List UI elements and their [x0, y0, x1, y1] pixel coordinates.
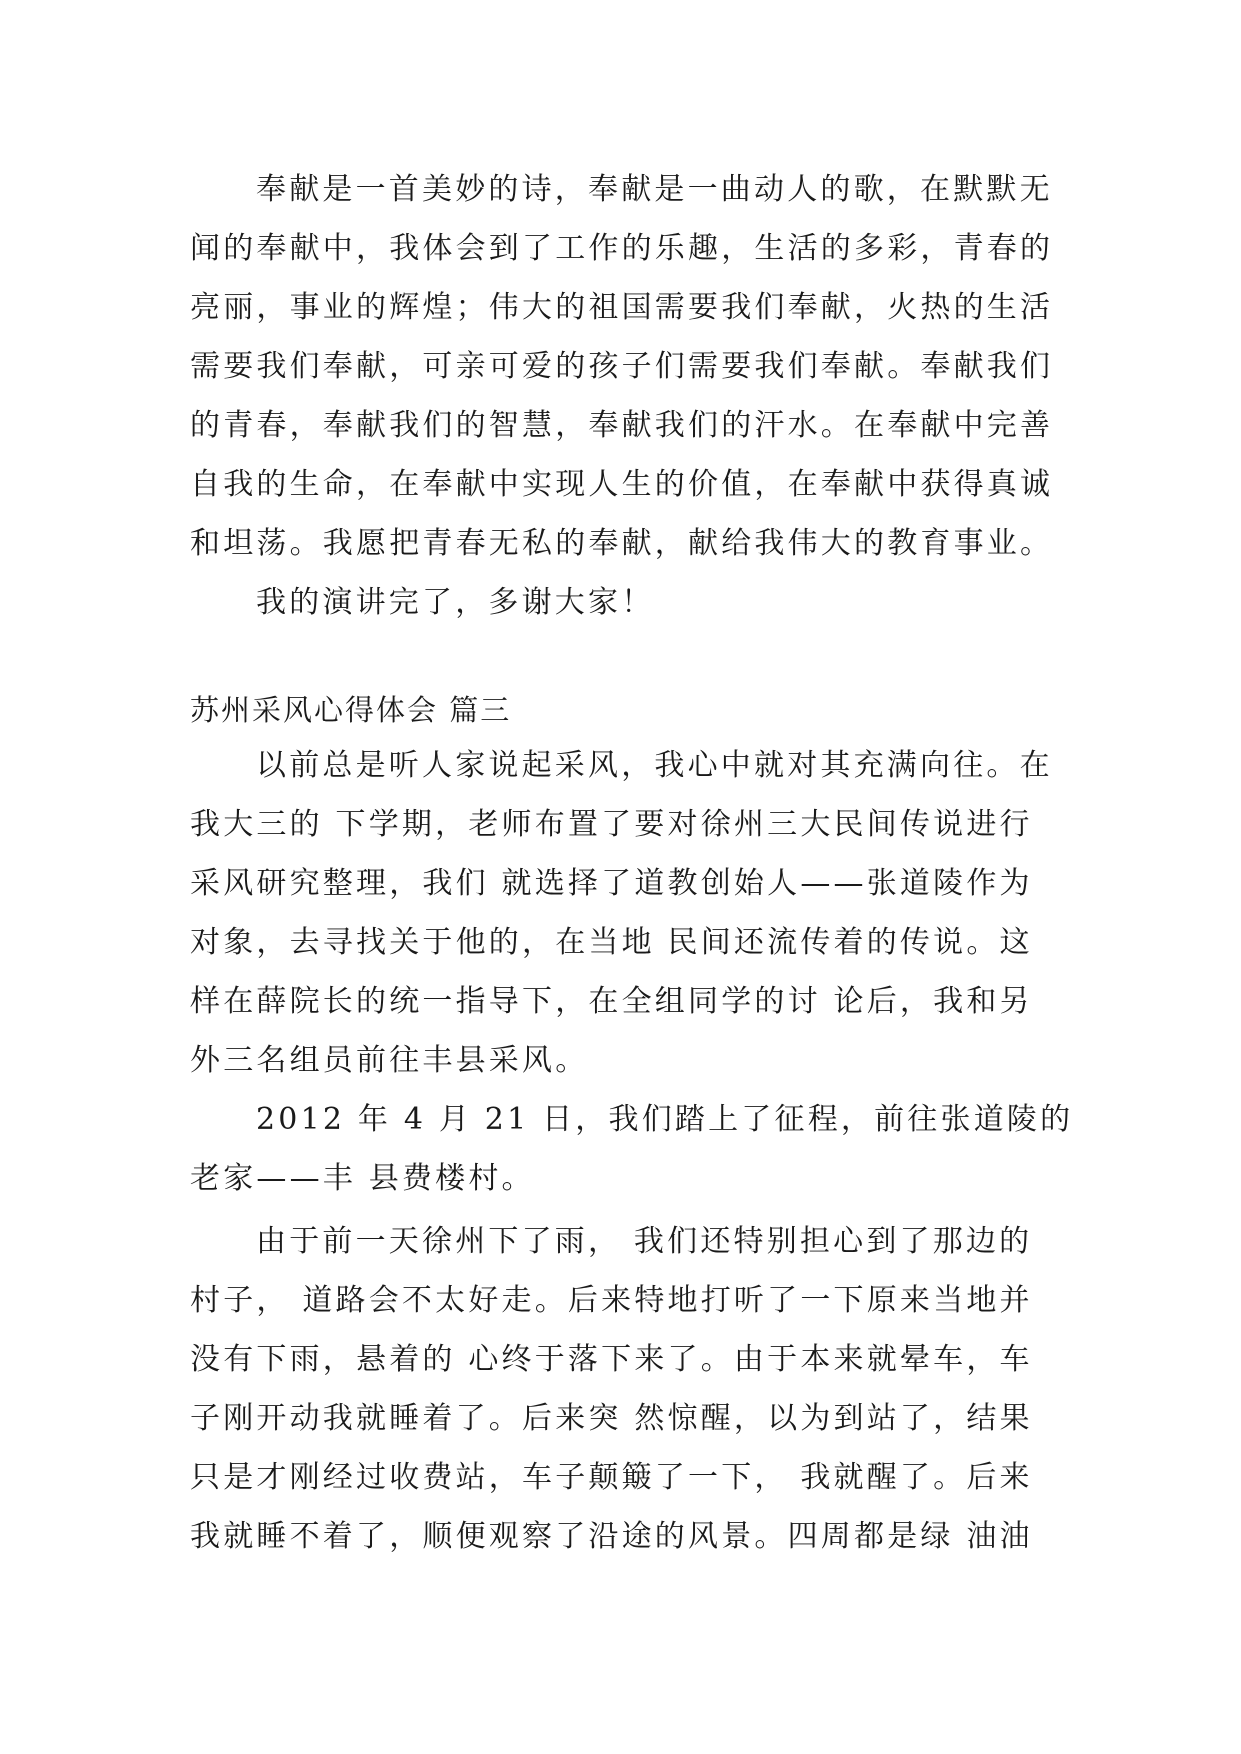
text-line: 样在薛院长的统一指导下，在全组同学的讨 论后，我和另	[190, 984, 1033, 1019]
text-line: 采风研究整理，我们 就选择了道教创始人——张道陵作为	[190, 866, 1033, 901]
text-line: 和坦荡。我愿把青春无私的奉献，献给我伟大的教育事业。	[190, 526, 1054, 561]
text-line: 对象，去寻找关于他的，在当地 民间还流传着的传说。这	[190, 925, 1033, 960]
text-line: 以前总是听人家说起采风，我心中就对其充满向往。在	[256, 748, 1053, 783]
section-title: 苏州采风心得体会 篇三	[190, 693, 512, 727]
text-line: 我大三的 下学期，老师布置了要对徐州三大民间传说进行	[190, 807, 1033, 842]
text-line: 2012 年 4 月 21 日，我们踏上了征程，前往张道陵的	[256, 1102, 1074, 1137]
text-line: 村子， 道路会不太好走。后来特地打听了一下原来当地并	[190, 1283, 1033, 1318]
text-line: 外三名组员前往丰县采风。	[190, 1043, 589, 1078]
paragraph-closing	[190, 573, 1070, 632]
text-line: 亮丽，事业的辉煌；伟大的祖国需要我们奉献，火热的生活	[190, 290, 1054, 325]
paragraph-intro	[190, 736, 1070, 1090]
paragraph-date	[190, 1090, 1074, 1208]
text-line: 的青春，奉献我们的智慧，奉献我们的汗水。在奉献中完善	[190, 408, 1054, 443]
text-line: 老家——丰 县费楼村。	[190, 1161, 535, 1196]
paragraph-dedication	[190, 160, 1070, 573]
text-line: 我就睡不着了，顺便观察了沿途的风景。四周都是绿 油油	[190, 1519, 1033, 1554]
text-line: 只是才刚经过收费站，车子颠簸了一下， 我就醒了。后来	[190, 1460, 1033, 1495]
text-line: 自我的生命，在奉献中实现人生的价值，在奉献中获得真诚	[190, 467, 1054, 502]
text-line: 奉献是一首美妙的诗，奉献是一曲动人的歌，在默默无	[256, 172, 1053, 207]
text-line: 我的演讲完了，多谢大家！	[256, 585, 655, 620]
section-heading	[190, 681, 1070, 740]
text-line: 由于前一天徐州下了雨， 我们还特别担心到了那边的	[256, 1224, 1033, 1259]
text-line: 没有下雨，悬着的 心终于落下来了。由于本来就晕车，车	[190, 1342, 1033, 1377]
text-line: 子刚开动我就睡着了。后来突 然惊醒，以为到站了，结果	[190, 1401, 1033, 1436]
paragraph-journey	[190, 1212, 1070, 1566]
text-line: 闻的奉献中，我体会到了工作的乐趣，生活的多彩，青春的	[190, 231, 1054, 266]
text-line: 需要我们奉献，可亲可爱的孩子们需要我们奉献。奉献我们	[190, 349, 1054, 384]
